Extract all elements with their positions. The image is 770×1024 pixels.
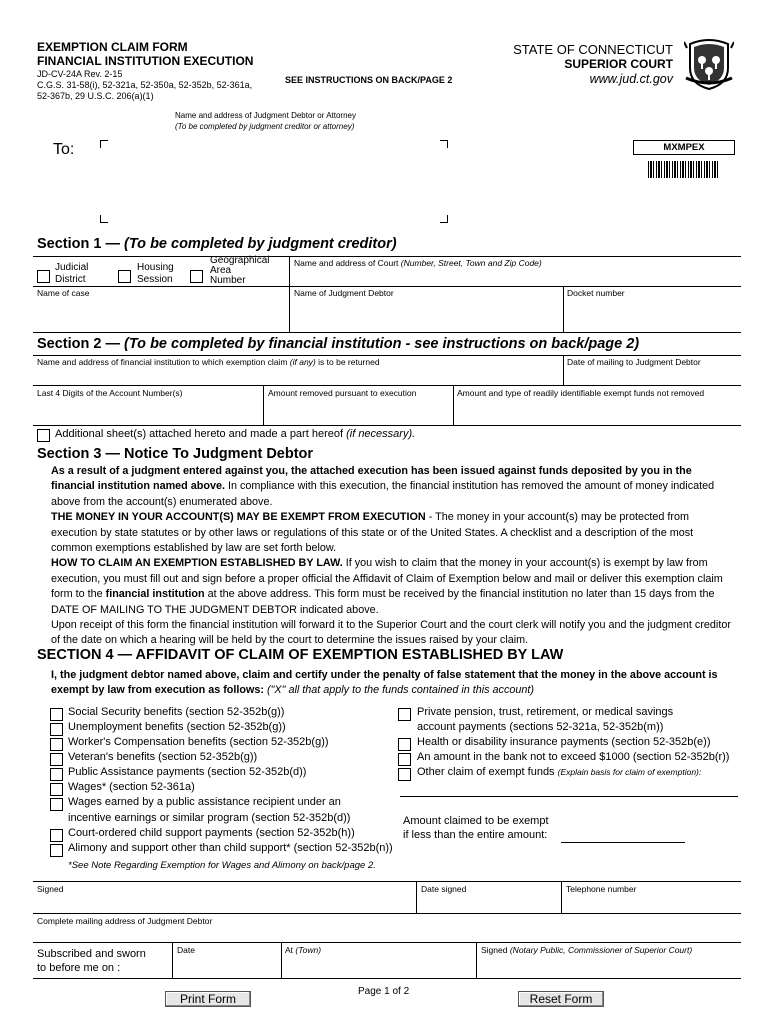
intro-bold: I, the judgment debtor named above, claim and certify under the penalty of false statement that the money in the above account is exempt by law from execution as follows:: [51, 669, 718, 697]
court-name: SUPERIOR COURT: [564, 57, 673, 71]
p3-bold2: financial institution: [105, 588, 205, 601]
judicial-district-label: [55, 262, 88, 286]
hs-line2: Session: [137, 274, 173, 285]
rule: [33, 978, 741, 979]
p1-bold: As a result of a judgment entered against you, the attached execution has been issued against funds deposited by you in the financial institution named above.: [51, 465, 692, 493]
corner-mark: [100, 140, 108, 148]
pension-checkbox[interactable]: [398, 708, 411, 721]
notary-signed-note: (Notary Public, Commissioner of Superior Court): [509, 945, 693, 955]
p2-rest: - The money in your account(s) may be protected from execution by state statutes or by other laws or regulations of this state or of the United States. A checklist and a description of the most common exemptions established by law are set forth below.: [51, 511, 694, 555]
fi-address-end: is to be returned: [318, 357, 380, 367]
rule: [33, 385, 741, 386]
address-label-text: Name and address of Judgment Debtor or Attorney: [175, 111, 356, 120]
ga-line2: Area: [210, 265, 232, 276]
rule: [33, 913, 741, 914]
rule: [281, 942, 282, 978]
section1-title-prefix: Section 1 —: [37, 236, 125, 252]
instructions-note: SEE INSTRUCTIONS ON BACK/PAGE 2: [285, 75, 453, 85]
notice-para-2: [37, 510, 735, 556]
amount-exempt-label: Amount and type of readily identifiable exempt funds not removed: [457, 388, 705, 398]
health-disability-checkbox[interactable]: [398, 738, 411, 751]
other-explanation-line[interactable]: [400, 796, 738, 797]
section2-title: [37, 336, 639, 352]
workers-comp-checkbox[interactable]: [50, 738, 63, 751]
form-code-box: MXMPEX: [633, 140, 735, 155]
ga-line3: Number: [210, 275, 246, 286]
last4-label: Last 4 Digits of the Account Number(s): [37, 388, 183, 398]
print-form-button[interactable]: Print Form: [165, 991, 251, 1007]
alimony-checkbox[interactable]: [50, 844, 63, 857]
rule: [33, 425, 741, 426]
additional-sheets-note: (if necessary).: [346, 428, 416, 440]
judicial-district-checkbox[interactable]: [37, 270, 50, 283]
form-title: [37, 40, 253, 68]
p2-bold: THE MONEY IN YOUR ACCOUNT(S) MAY BE EXEMPT FROM EXECUTION: [51, 511, 426, 524]
mailing-address-label: Complete mailing address of Judgment Debtor: [37, 916, 213, 926]
form-title-line2: FINANCIAL INSTITUTION EXECUTION: [37, 54, 254, 68]
to-label: To:: [53, 141, 75, 158]
page-number: Page 1 of 2: [358, 986, 410, 997]
date-signed-label: Date signed: [421, 884, 467, 894]
rule: [33, 256, 741, 257]
rule: [33, 942, 741, 943]
court-address-note: (Number, Street, Town and Zip Code): [400, 258, 542, 268]
statutes: C.G.S. 31-58(i), 52-321a, 52-350a, 52-352b, 52-361a,: [37, 80, 253, 90]
child-support-label: Court-ordered child support payments (section 52-352b(h)): [68, 827, 355, 839]
additional-sheets-label: [55, 428, 415, 440]
notary-signed-text: Signed: [481, 945, 508, 955]
form-title-line1: EXEMPTION CLAIM FORM: [37, 40, 188, 54]
wages-note: *See Note Regarding Exemption for Wages and Alimony on back/page 2.: [68, 860, 376, 871]
statutes-cont: 52-367b, 29 U.S.C. 206(a)(1): [37, 91, 154, 101]
unemployment-checkbox[interactable]: [50, 723, 63, 736]
hs-line1: Housing: [137, 262, 174, 273]
wages-label: Wages* (section 52-361a): [68, 781, 195, 793]
corner-mark: [440, 140, 448, 148]
section2-title-prefix: Section 2 —: [37, 336, 125, 352]
section4-intro: [37, 668, 737, 699]
geographical-area-checkbox[interactable]: [190, 270, 203, 283]
alimony-label: Alimony and support other than child support* (section 52-352b(n)): [68, 842, 393, 854]
fi-address-text: Name and address of financial institution to which exemption claim: [37, 357, 288, 367]
notice-para-4: Upon receipt of this form the financial institution will forward it to the Superior Court and the court clerk will notify you and the judgment creditor of the date on which a hearing will be held by the court to determine the issues raised by your claim.: [51, 619, 731, 647]
court-address-label: [294, 258, 542, 268]
jd-line1: Judicial: [55, 262, 89, 273]
bank-1000-label: An amount in the bank not to exceed $1000 (section 52-352b(r)): [417, 751, 730, 763]
website: www.jud.ct.gov: [589, 72, 673, 86]
reset-form-button[interactable]: Reset Form: [518, 991, 604, 1007]
corner-mark: [100, 215, 108, 223]
pension-label: Private pension, trust, retirement, or medical savings: [417, 706, 674, 718]
state-name: STATE OF CONNECTICUT: [513, 42, 673, 57]
other-claim-label: [417, 766, 701, 778]
housing-session-checkbox[interactable]: [118, 270, 131, 283]
pension-label-cont: account payments (sections 52-321a, 52-352b(m)): [417, 721, 664, 733]
health-disability-label: Health or disability insurance payments (section 52-352b(e)): [417, 736, 711, 748]
rule: [33, 332, 741, 333]
connecticut-seal-icon: [684, 38, 734, 90]
name-of-case-label: Name of case: [37, 288, 90, 298]
signed-label: Signed: [37, 884, 64, 894]
rule: [563, 355, 564, 385]
address-label-note: (To be completed by judgment creditor or attorney): [175, 122, 355, 131]
court-address-text: Name and address of Court: [294, 258, 399, 268]
at-note: (Town): [295, 945, 322, 955]
amount-claimed-input[interactable]: [561, 842, 685, 843]
notary-date-label: Date: [177, 945, 195, 955]
section3-title: Section 3 — Notice To Judgment Debtor: [37, 446, 314, 462]
amount-claimed-line2: if less than the entire amount:: [403, 829, 548, 841]
wages-checkbox[interactable]: [50, 783, 63, 796]
other-claim-checkbox[interactable]: [398, 768, 411, 781]
veterans-label: Veteran's benefits (section 52-352b(g)): [68, 751, 258, 763]
jd-line2: District: [55, 274, 86, 285]
amount-claimed-line1: Amount claimed to be exempt: [403, 815, 549, 827]
section2-title-italic: (To be completed by financial institution - see instructions on back/page 2): [124, 336, 640, 352]
p3-b: at the above address. This form must be received by the financial institution no later than 15 days from the DATE OF MAILING TO THE JUDGMENT DEBTOR indicated above.: [51, 588, 715, 616]
subscribed-line1: Subscribed and sworn: [37, 948, 146, 960]
geographical-area-label: [210, 256, 269, 286]
social-security-label: Social Security benefits (section 52-352b(g)): [68, 706, 285, 718]
section3-notice: [37, 464, 735, 649]
ga-line1: Geographical: [210, 255, 270, 266]
name-of-debtor-label: Name of Judgment Debtor: [294, 288, 394, 298]
housing-session-label: [137, 262, 174, 286]
rule: [33, 286, 741, 287]
intro-italic: ("X" all that apply to the funds contained in this account): [264, 684, 534, 697]
rule: [561, 881, 562, 913]
p3-bold: HOW TO CLAIM AN EXEMPTION ESTABLISHED BY LAW.: [51, 557, 343, 570]
docket-number-label: Docket number: [567, 288, 625, 298]
form-meta: [37, 69, 252, 102]
at-text: At: [285, 945, 294, 955]
public-assistance-label: Public Assistance payments (section 52-352b(d)): [68, 766, 307, 778]
affidavit-intro: [37, 668, 737, 699]
rule: [33, 881, 741, 882]
date-of-mailing-label: Date of mailing to Judgment Debtor: [567, 357, 701, 367]
court-heading: [497, 42, 673, 87]
section1-title-italic: (To be completed by judgment creditor): [124, 236, 397, 252]
rule: [453, 385, 454, 425]
rule: [289, 256, 290, 332]
additional-sheets-checkbox[interactable]: [37, 429, 50, 442]
p3-a: If you wish to claim that the money in your account(s) is exempt by law from execution, you must fill out and sign before a proper official the Affidavit of Claim of Exemption below and mail or deliver this exemption claim form to the: [51, 557, 723, 601]
telephone-label: Telephone number: [566, 884, 637, 894]
section4-title: SECTION 4 — AFFIDAVIT OF CLAIM OF EXEMPTION ESTABLISHED BY LAW: [37, 647, 564, 663]
other-claim-text: Other claim of exempt funds: [417, 766, 555, 778]
corner-mark: [440, 215, 448, 223]
barcode: [648, 161, 718, 178]
rule: [172, 942, 173, 978]
unemployment-label: Unemployment benefits (section 52-352b(g)): [68, 721, 286, 733]
notary-signed-label: [481, 945, 692, 955]
notice-para-3: [37, 556, 735, 618]
bank-1000-checkbox[interactable]: [398, 753, 411, 766]
at-town-label: [285, 945, 321, 955]
additional-sheets-text: Additional sheet(s) attached hereto and made a part hereof: [55, 428, 344, 440]
rule: [416, 881, 417, 913]
veterans-checkbox[interactable]: [50, 753, 63, 766]
subscribed-label: [37, 947, 146, 975]
wages-public-assistance-cont: incentive earnings or similar program (section 52-352b(d)): [68, 812, 351, 824]
public-assistance-checkbox[interactable]: [50, 768, 63, 781]
rule: [476, 942, 477, 978]
notice-para-1: [37, 464, 735, 510]
form-number: JD-CV-24A Rev. 2-15: [37, 69, 123, 79]
wages-public-assistance-checkbox[interactable]: [50, 798, 63, 811]
amount-claimed-label: [403, 814, 549, 842]
wages-public-assistance-label: Wages earned by a public assistance recipient under an: [68, 796, 341, 808]
rule: [33, 355, 741, 356]
p1-rest: In compliance with this execution, the financial institution has removed the amount of money indicated above from the account(s) enumerated above.: [51, 480, 715, 508]
child-support-checkbox[interactable]: [50, 829, 63, 842]
section1-title: [37, 236, 397, 252]
fi-address-note: (if any): [289, 357, 316, 367]
amount-removed-label: Amount removed pursuant to execution: [268, 388, 417, 398]
rule: [563, 286, 564, 332]
other-claim-note: (Explain basis for claim of exemption):: [557, 767, 702, 777]
address-label: [175, 110, 356, 132]
social-security-checkbox[interactable]: [50, 708, 63, 721]
subscribed-line2: to before me on :: [37, 962, 121, 974]
fi-address-label: [37, 357, 380, 367]
rule: [263, 385, 264, 425]
workers-comp-label: Worker's Compensation benefits (section 52-352b(g)): [68, 736, 329, 748]
